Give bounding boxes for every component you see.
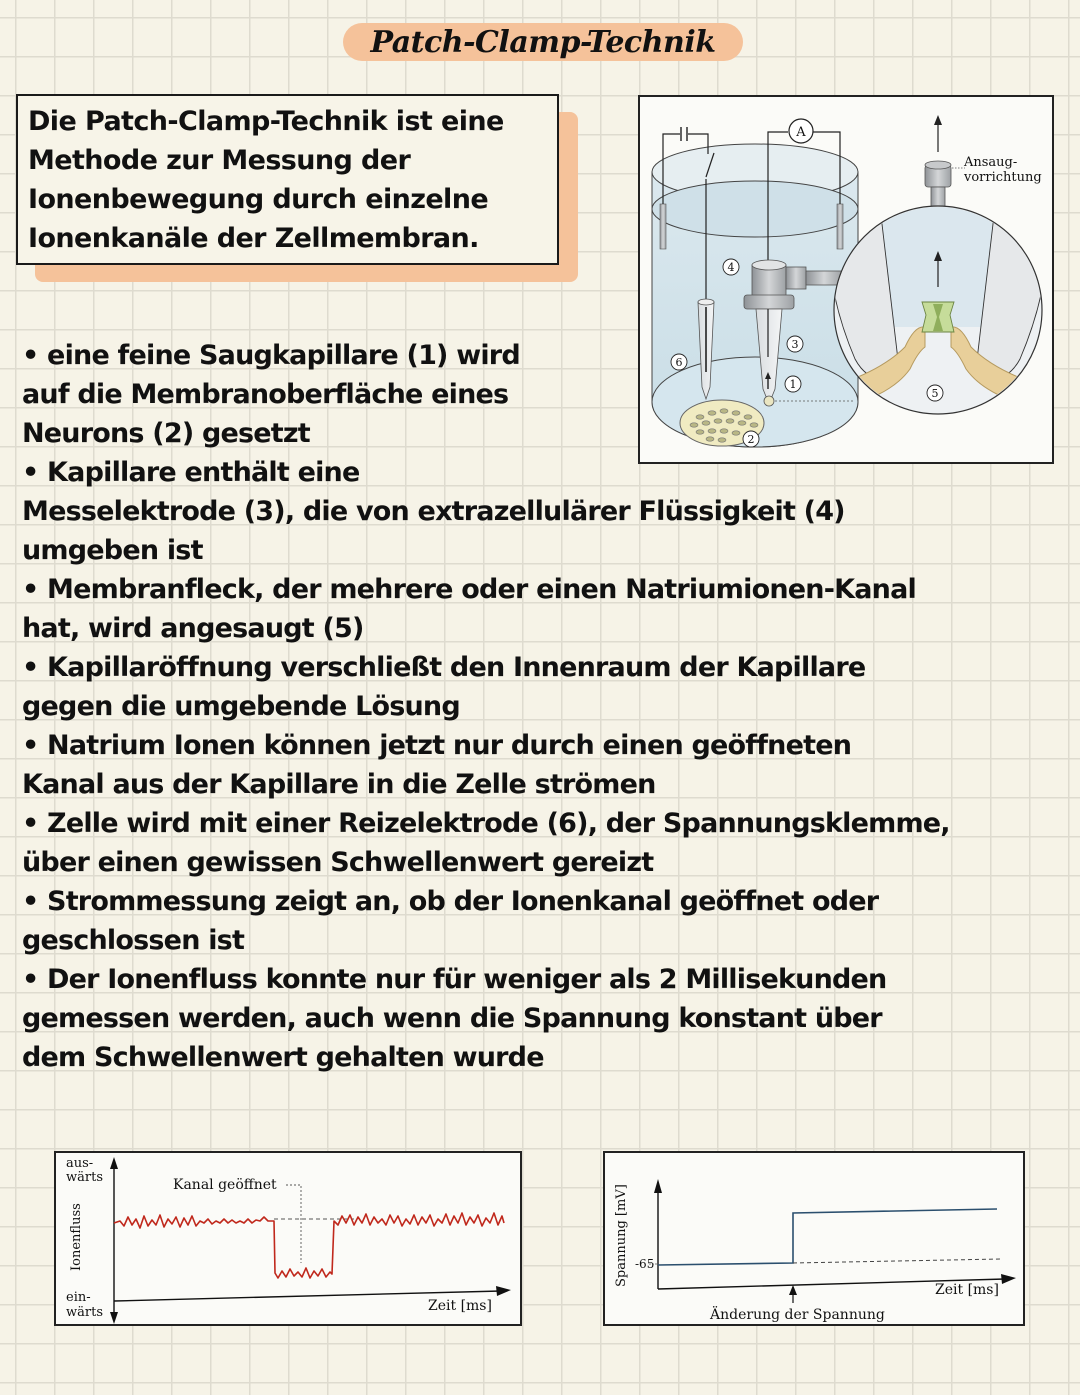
x-axis-label: Zeit [ms] [935, 1282, 999, 1298]
arrow-right-icon [496, 1286, 511, 1296]
bullet-line: • Kapillare enthält eine [22, 457, 360, 488]
y-bottom-label-1: ein- [66, 1290, 91, 1305]
title-banner [343, 23, 743, 61]
definition-line: Ionenkanäle der Zellmembran. [28, 223, 479, 254]
suction-label-1: Ansaug- [964, 155, 1018, 170]
bullet-line: gegen die umgebende Lösung [22, 691, 460, 722]
bullet-line: • Zelle wird mit einer Reizelektrode (6), der Spannungsklemme, [22, 808, 950, 839]
y-axis-label: Ionenfluss [69, 1203, 84, 1271]
definition-line: Die Patch-Clamp-Technik ist eine [28, 106, 504, 137]
marker-2: 2 [747, 433, 755, 446]
y-top-label-2: wärts [66, 1170, 103, 1185]
bullet-line: • Natrium Ionen können jetzt nur durch einen geöffneten [22, 730, 852, 761]
bullet-line: • Strommessung zeigt an, ob der Ionenkanal geöffnet oder [22, 886, 879, 917]
marker-6: 6 [675, 356, 683, 369]
arrow-up-icon [654, 1179, 662, 1193]
marker-5: 5 [931, 387, 939, 400]
bullet-line: • eine feine Saugkapillare (1) wird [22, 340, 520, 371]
arrow-down-icon [110, 1312, 118, 1324]
bullet-line: Messelektrode (3), die von extrazellulärer Flüssigkeit (4) [22, 496, 845, 527]
y-top-label-1: aus- [66, 1156, 94, 1171]
bullet-line: dem Schwellenwert gehalten wurde [22, 1042, 544, 1073]
y-tick-label: -65 [635, 1257, 655, 1271]
ion-flux-chart [54, 1151, 522, 1326]
arrow-right-icon [1001, 1274, 1016, 1284]
marker-4: 4 [727, 261, 735, 274]
voltage-chart [603, 1151, 1025, 1326]
bullet-line: umgeben ist [22, 535, 203, 566]
bullet-line: über einen gewissen Schwellenwert gereizt [22, 847, 654, 878]
arrow-up-icon [110, 1157, 118, 1169]
arrow-up-icon [789, 1285, 797, 1295]
bullet-line: • Kapillaröffnung verschließt den Innenraum der Kapillare [22, 652, 866, 683]
marker-3: 3 [791, 338, 799, 351]
y-bottom-label-2: wärts [66, 1305, 103, 1320]
suction-label-2: vorrichtung [964, 170, 1042, 185]
ammeter-label: A [796, 125, 806, 140]
annotation-voltage-change: Änderung der Spannung [710, 1307, 885, 1323]
definition-line: Methode zur Messung der [28, 145, 411, 176]
page-title: Patch-Clamp-Technik [370, 24, 716, 60]
bullet-line: geschlossen ist [22, 925, 245, 956]
bullet-line: Kanal aus der Kapillare in die Zelle strömen [22, 769, 656, 800]
bullet-line: gemessen werden, auch wenn die Spannung konstant über [22, 1003, 882, 1034]
bullet-line: hat, wird angesaugt (5) [22, 613, 364, 644]
bullet-line: • Der Ionenfluss konnte nur für weniger als 2 Millisekunden [22, 964, 887, 995]
definition-box [16, 94, 559, 265]
bullet-line: auf die Membranoberfläche eines [22, 379, 509, 410]
annotation-channel-open: Kanal geöffnet [173, 1177, 277, 1193]
bullet-list [22, 336, 1022, 1077]
y-axis-label: Spannung [mV] [614, 1184, 629, 1287]
x-axis-label: Zeit [ms] [428, 1298, 492, 1314]
bullet-line: Neurons (2) gesetzt [22, 418, 310, 449]
marker-1: 1 [789, 378, 797, 391]
definition-line: Ionenbewegung durch einzelne [28, 184, 489, 215]
bullet-line: • Membranfleck, der mehrere oder einen Natriumionen-Kanal [22, 574, 916, 605]
